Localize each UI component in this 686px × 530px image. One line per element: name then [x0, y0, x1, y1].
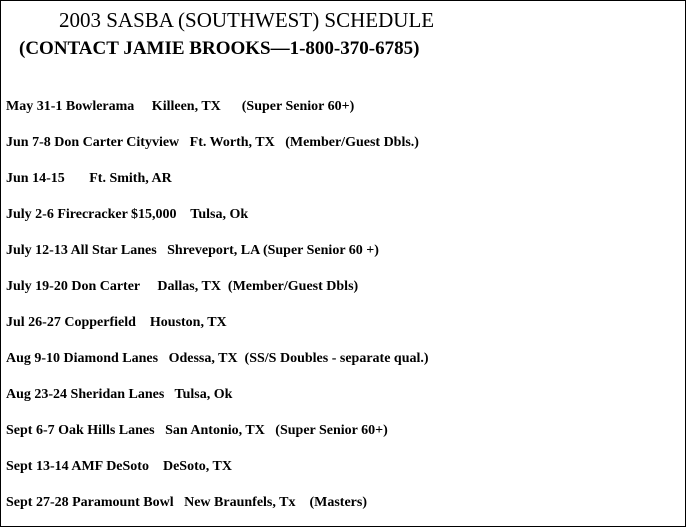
event-item: Sept 13-14 AMF DeSoto DeSoto, TX [6, 459, 232, 474]
event-item: July 19-20 Don Carter Dallas, TX (Member/Guest Dbls) [6, 279, 359, 294]
event-item: Aug 23-24 Sheridan Lanes Tulsa, Ok [6, 387, 233, 402]
event-item: July 2-6 Firecracker $15,000 Tulsa, Ok [6, 207, 249, 222]
event-item: Jul 26-27 Copperfield Houston, TX [6, 315, 227, 330]
contact-line: (CONTACT JAMIE BROOKS—1-800-370-6785) [19, 38, 420, 59]
title-year: 2003 [59, 8, 101, 32]
event-item: Sept 6-7 Oak Hills Lanes San Antonio, TX (Super Senior 60+) [6, 423, 388, 438]
event-list [6, 98, 429, 530]
event-item: July 12-13 All Star Lanes Shreveport, LA (Super Senior 60 +) [6, 243, 379, 258]
document-title [59, 7, 434, 33]
event-item: May 31-1 Bowlerama Killeen, TX (Super Senior 60+) [6, 99, 355, 114]
event-item: Jun 7-8 Don Carter Cityview Ft. Worth, TX (Member/Guest Dbls.) [6, 135, 419, 150]
event-item: Aug 9-10 Diamond Lanes Odessa, TX (SS/S Doubles - separate qual.) [6, 351, 429, 366]
event-item: Sept 27-28 Paramount Bowl New Braunfels, Tx (Masters) [6, 495, 367, 510]
event-item: Jun 14-15 Ft. Smith, AR [6, 171, 172, 186]
title-text: SASBA (SOUTHWEST) SCHEDULE [106, 8, 435, 32]
